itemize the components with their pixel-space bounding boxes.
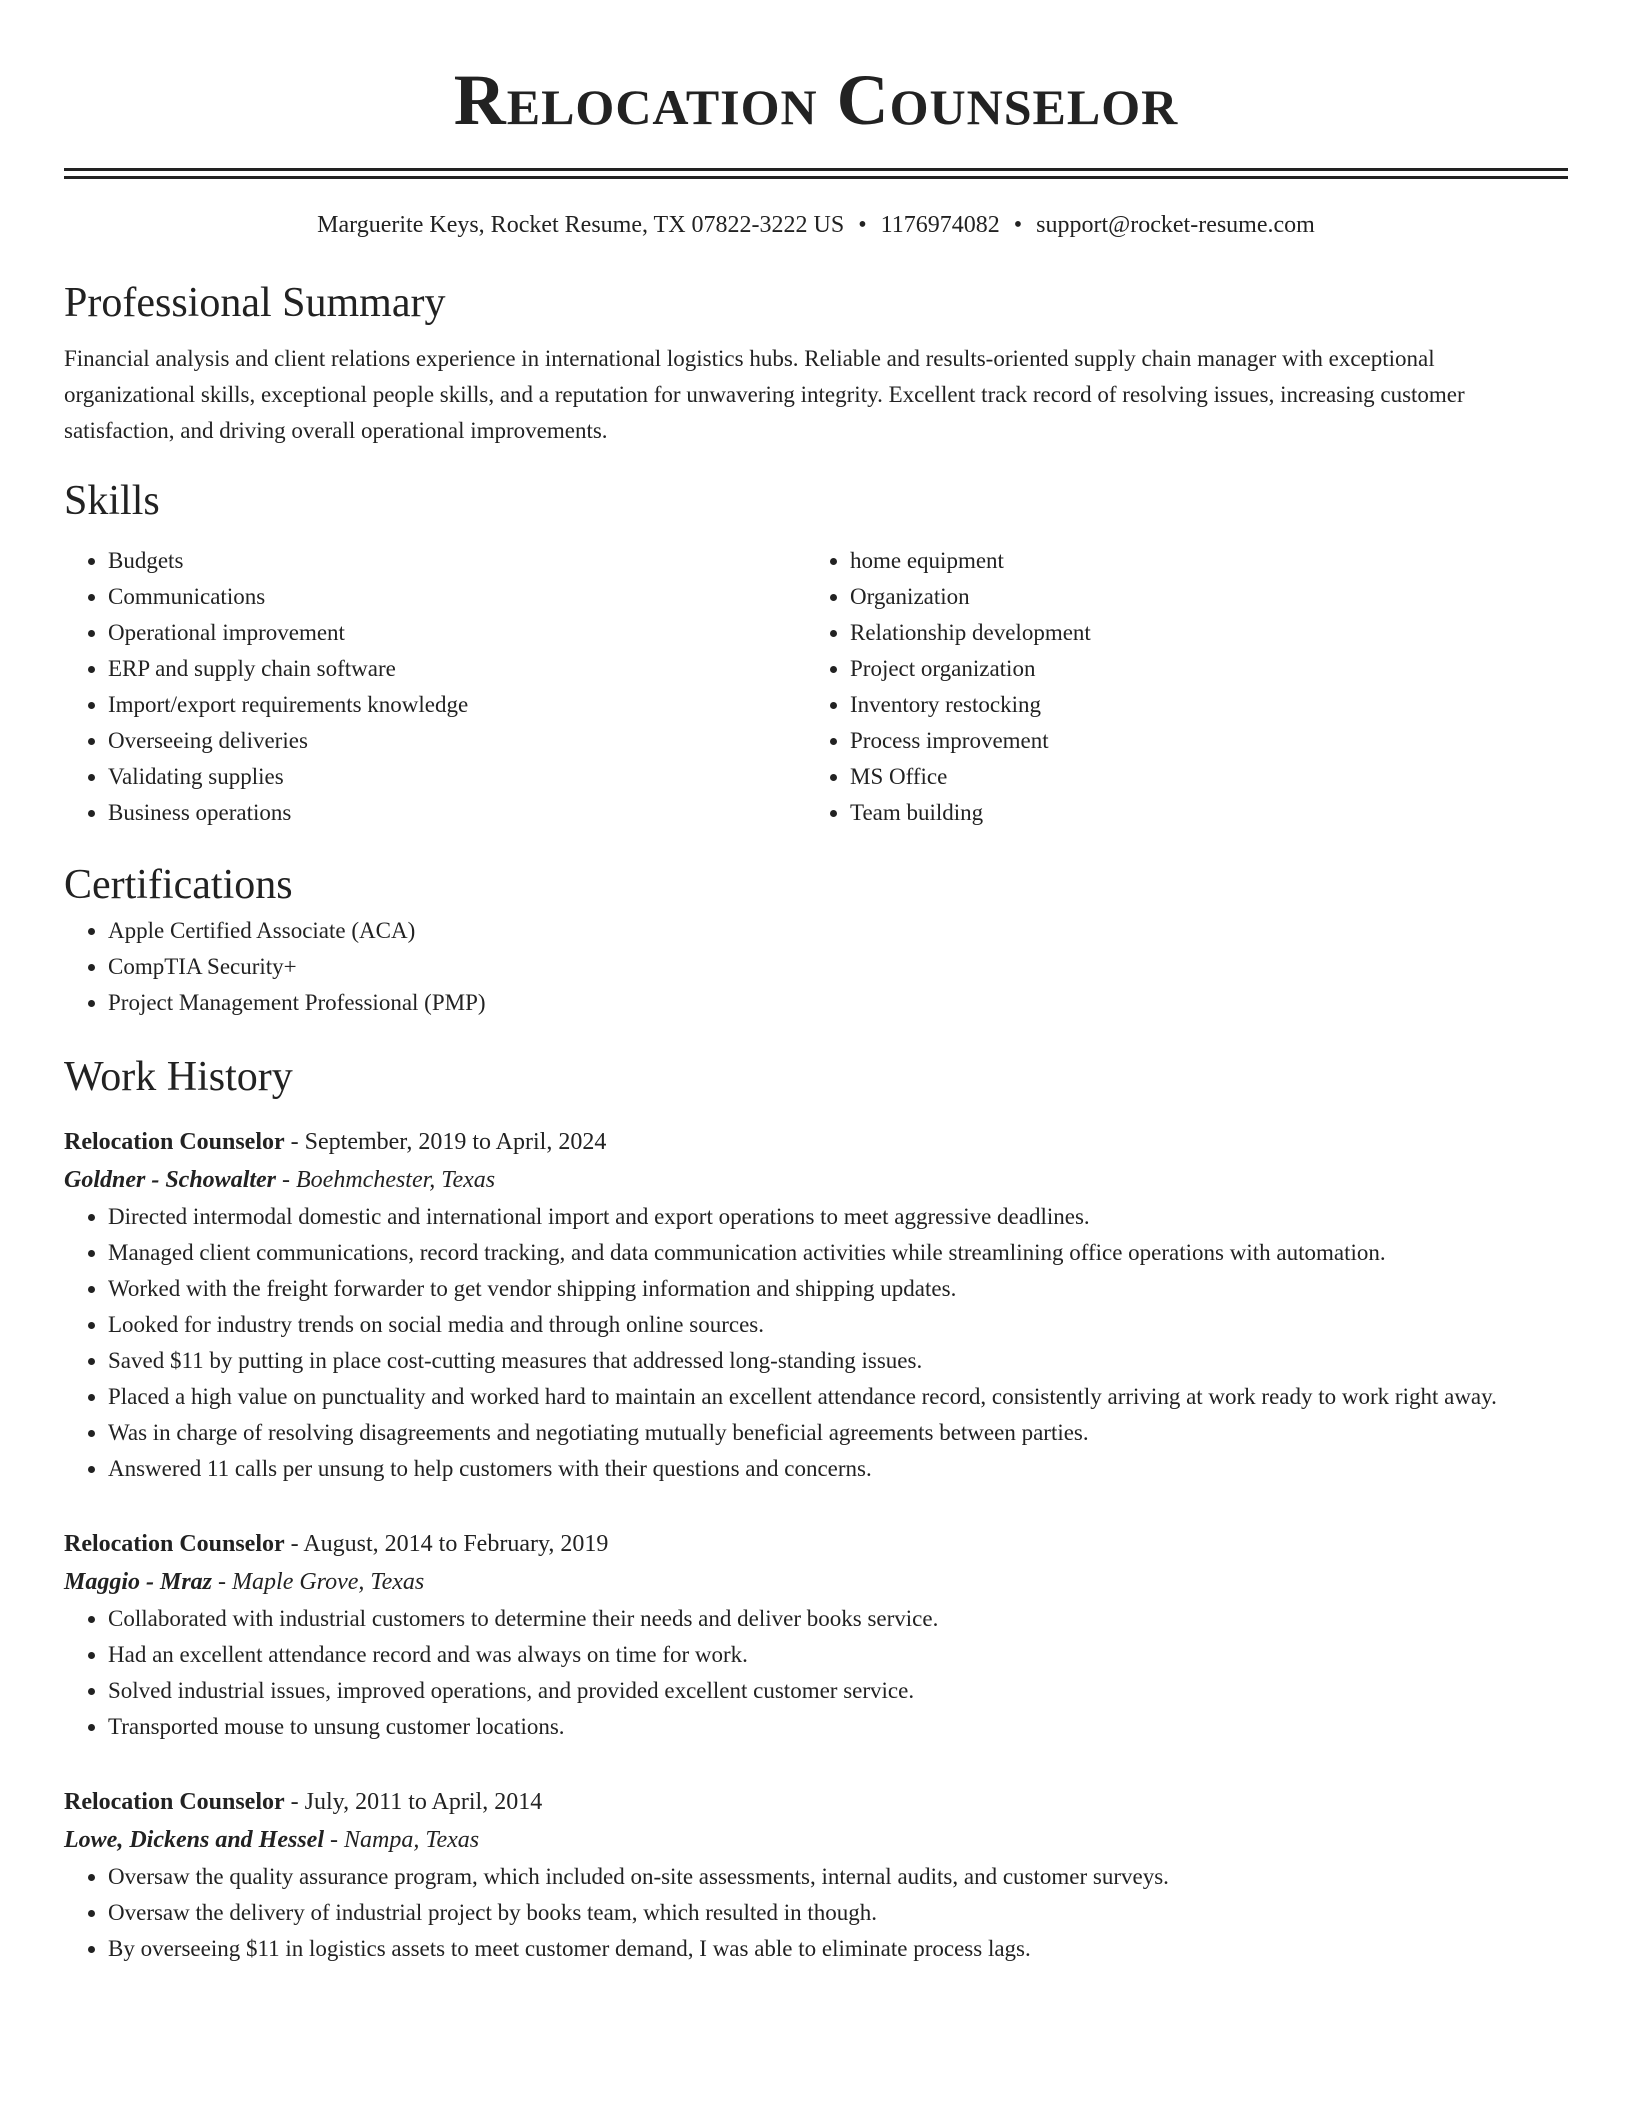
job-dates: August, 2014 to February, 2019 bbox=[303, 1531, 609, 1557]
certifications-list bbox=[64, 913, 1568, 1021]
skills-section bbox=[64, 473, 1568, 831]
skill-item: • Import/export requirements knowledge bbox=[108, 687, 806, 723]
job-duty: • Collaborated with industrial customers to determine their needs and deliver books service. bbox=[108, 1601, 1568, 1637]
contact-separator: • bbox=[858, 212, 867, 238]
certification-item: • Apple Certified Associate (ACA) bbox=[108, 913, 1568, 949]
job-duty: • Was in charge of resolving disagreements and negotiating mutually beneficial agreements between parties. bbox=[108, 1415, 1568, 1451]
contact-email[interactable]: support@rocket-resume.com bbox=[1036, 212, 1315, 238]
job-entry bbox=[64, 1123, 1568, 1487]
job-company: Maggio - Mraz bbox=[64, 1569, 213, 1595]
job-duties-list bbox=[64, 1601, 1568, 1745]
job-location: Boehmchester, Texas bbox=[296, 1167, 496, 1193]
job-company-line: Maggio - Mraz - Maple Grove, Texas bbox=[64, 1569, 425, 1595]
skills-heading: Skills bbox=[64, 478, 160, 524]
skill-item: • MS Office bbox=[850, 759, 1548, 795]
certification-item: • CompTIA Security+ bbox=[108, 949, 1568, 985]
certification-item: • Project Management Professional (PMP) bbox=[108, 985, 1568, 1021]
skill-item: • ERP and supply chain software bbox=[108, 651, 806, 687]
summary-text: Financial analysis and client relations experience in international logistics hubs. Reliable and results-oriented supply chain manager with exceptional organizational skills, exceptional people skills, and a reputation for unwavering integrity. Excellent track record of resolving issues, increasing customer satisfaction, and driving overall operational improvements. bbox=[64, 346, 1465, 443]
skills-column-left bbox=[64, 543, 806, 831]
skills-column-right bbox=[806, 543, 1548, 831]
job-title-line: Relocation Counselor - July, 2011 to April, 2014 bbox=[64, 1789, 543, 1815]
skill-item: • Validating supplies bbox=[108, 759, 806, 795]
job-duty: • Had an excellent attendance record and was always on time for work. bbox=[108, 1637, 1568, 1673]
certifications-heading: Certifications bbox=[64, 862, 293, 908]
job-duty: • Managed client communications, record tracking, and data communication activities while streamlining office operations with automation. bbox=[108, 1235, 1568, 1271]
job-role: Relocation Counselor bbox=[64, 1531, 285, 1557]
skill-item: • Organization bbox=[850, 579, 1548, 615]
skill-item: • Operational improvement bbox=[108, 615, 806, 651]
skill-item: • Business operations bbox=[108, 795, 806, 831]
job-duty: • Directed intermodal domestic and international import and export operations to meet aggressive deadlines. bbox=[108, 1199, 1568, 1235]
summary-heading: Professional Summary bbox=[64, 280, 446, 326]
job-company-line: Lowe, Dickens and Hessel - Nampa, Texas bbox=[64, 1827, 480, 1853]
job-company-line: Goldner - Schowalter - Boehmchester, Texas bbox=[64, 1167, 496, 1193]
job-duty: • Answered 11 calls per unsung to help customers with their questions and concerns. bbox=[108, 1451, 1568, 1487]
job-duty: • Saved $11 by putting in place cost-cutting measures that addressed long-standing issues. bbox=[108, 1343, 1568, 1379]
job-duty: • Looked for industry trends on social media and through online sources. bbox=[108, 1307, 1568, 1343]
skill-item: • Budgets bbox=[108, 543, 806, 579]
job-duty: • Worked with the freight forwarder to get vendor shipping information and shipping updates. bbox=[108, 1271, 1568, 1307]
work-history-heading: Work History bbox=[64, 1054, 293, 1100]
job-title-line: Relocation Counselor - August, 2014 to February, 2019 bbox=[64, 1531, 609, 1557]
job-role: Relocation Counselor bbox=[64, 1789, 285, 1815]
summary-section bbox=[64, 275, 1568, 449]
job-company: Lowe, Dickens and Hessel bbox=[64, 1827, 324, 1853]
skills-list-left bbox=[64, 543, 806, 831]
job-title-line: Relocation Counselor - September, 2019 to April, 2024 bbox=[64, 1129, 607, 1155]
skill-item: • Process improvement bbox=[850, 723, 1548, 759]
job-entry bbox=[64, 1783, 1568, 1967]
job-duties-list bbox=[64, 1199, 1568, 1487]
job-company: Goldner - Schowalter bbox=[64, 1167, 277, 1193]
job-dates: July, 2011 to April, 2014 bbox=[304, 1789, 543, 1815]
title-double-rule bbox=[64, 168, 1568, 179]
skills-grid bbox=[64, 543, 1568, 831]
work-history-section bbox=[64, 1049, 1568, 1967]
contact-separator: • bbox=[1013, 212, 1023, 238]
job-location: Nampa, Texas bbox=[343, 1827, 480, 1853]
certifications-section bbox=[64, 857, 1568, 1021]
job-duty: • Oversaw the quality assurance program, which included on-site assessments, internal audits, and customer surveys. bbox=[108, 1859, 1568, 1895]
job-location: Maple Grove, Texas bbox=[232, 1569, 425, 1595]
skills-list-right bbox=[806, 543, 1548, 831]
contact-phone: 1176974082 bbox=[880, 212, 1000, 238]
skill-item: • Inventory restocking bbox=[850, 687, 1548, 723]
skill-item: • home equipment bbox=[850, 543, 1548, 579]
job-duty: • Oversaw the delivery of industrial project by books team, which resulted in though. bbox=[108, 1895, 1568, 1931]
skill-item: • Communications bbox=[108, 579, 806, 615]
contact-line bbox=[64, 209, 1568, 241]
job-dates: September, 2019 to April, 2024 bbox=[304, 1129, 607, 1155]
job-duties-list bbox=[64, 1859, 1568, 1967]
skill-item: • Overseeing deliveries bbox=[108, 723, 806, 759]
skill-item: • Relationship development bbox=[850, 615, 1548, 651]
job-duty: • Solved industrial issues, improved operations, and provided excellent customer service. bbox=[108, 1673, 1568, 1709]
job-duty: • Transported mouse to unsung customer locations. bbox=[108, 1709, 1568, 1745]
skill-item: • Project organization bbox=[850, 651, 1548, 687]
job-entry bbox=[64, 1525, 1568, 1745]
job-role: Relocation Counselor bbox=[64, 1129, 285, 1155]
resume-title: Relocation Counselor bbox=[453, 60, 1179, 140]
skill-item: • Team building bbox=[850, 795, 1548, 831]
job-duty: • By overseeing $11 in logistics assets to meet customer demand, I was able to eliminate process lags. bbox=[108, 1931, 1568, 1967]
job-duty: • Placed a high value on punctuality and worked hard to maintain an excellent attendance record, consistently arriving at work ready to work right away. bbox=[108, 1379, 1568, 1415]
contact-address: Marguerite Keys, Rocket Resume, TX 07822-3222 US bbox=[317, 212, 845, 238]
